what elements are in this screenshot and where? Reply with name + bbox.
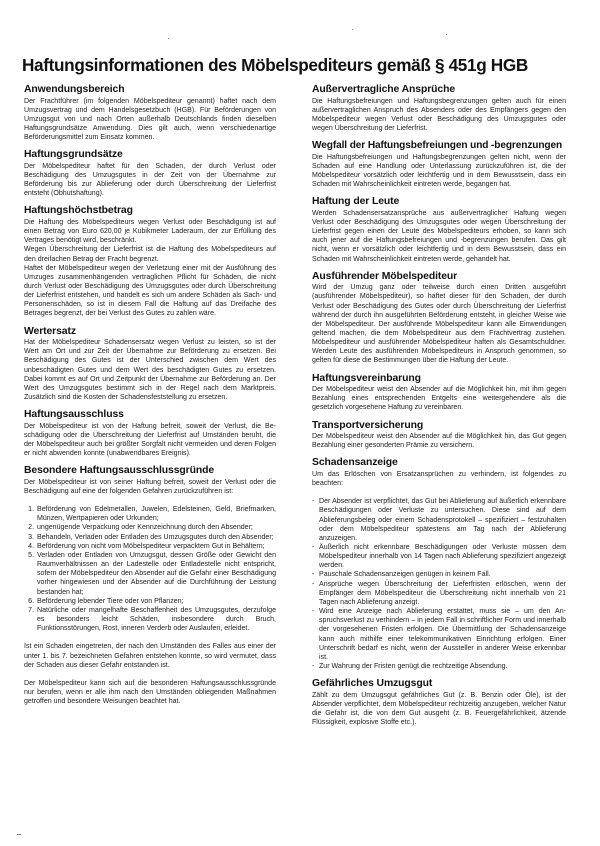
section-wegfall — [312, 140, 566, 189]
section-paragraph: Der Frachtführer (im folgenden Möbelspediteur genannt) haftet nach dem Umzugsvertrag und dem Handelsgesetzbuch (HGB). Für Beförderungen von Umzugsgut von und nach Orten außerhalb Deutschlands finden dieselben Haftungsgrundsätze Anwendung. Dies gilt auch, wenn verschiedenartige Beförderungsmittel zum Einsatz kommen. — [24, 97, 276, 142]
list-item: - Äußerlich nicht erkennbare Beschädigungen oder Verluste müssen dem Möbelspediteur innerhalb von 14 Tagen nach Ablieferung spezifiziert angezeigt werden. — [319, 543, 566, 570]
list-item: - Pauschale Schadensanzeigen genügen in keinem Fall. — [319, 570, 566, 579]
section-transportversicherung — [312, 420, 566, 451]
list-item: - Wird eine Anzeige nach Ablieferung erstattet, muss sie – um den Anspruchsverlust zu verhindern – in jedem Fall in schriftlicher Form und innerhalb der vorgesehenen Fristen erfolgen. Die Übermittlung der Schadensanzeige kann auch mithilfe einer telekommunikativen Einrichtung erfolgen. Einer Unterschrift bedarf es nicht, wenn der Aussteller in anderer Weise erkennbar ist. — [319, 607, 566, 662]
section-paragraph: Die Haftungsbefreiungen und Haftungsbegrenzungen gelten nicht, wenn der Schaden auf eine Handlung oder Unterlassung zurückzuführen ist, die der Möbelspediteur vorsätzlich oder leichtfertig und in dem Bewusstsein, dass ein Schaden mit Wahrscheinlichkeit eintreten werde, begangen hat. — [312, 153, 566, 189]
list-item: - Der Absender ist verpflichtet, das Gut bei Ablieferung auf äußerlich erkennbare Beschädigungen oder Verluste zu untersuchen. Diese sind auf dem Ablieferungsbeleg oder einem Schadensprotokell – spezifiziert – festzuhalten oder dem Möbelspediteur spätestens am Tag nach der Ablieferung anzuzeigen. — [319, 497, 566, 543]
exclusion-reasons-list — [24, 505, 276, 633]
scan-speck — [352, 29, 353, 30]
section-haftung-der-leute — [312, 196, 566, 263]
left-column — [24, 84, 276, 713]
section-besondere-haftungsausschlussgruende — [24, 465, 276, 706]
section-heading: Transportversicherung — [312, 419, 424, 431]
section-paragraph: Die Haftung des Möbelspediteurs wegen Verlust oder Beschädigung ist auf einen Betrag von Euro 620,00 je Kubikmeter Laderaum, der zur Erfüllung des Vertrages benötigt wird, beschränkt. — [24, 218, 276, 245]
list-item: 3. Behandeln, Verladen oder Entladen des Umzugsgutes durch den Absender; — [36, 533, 276, 542]
section-schadensanzeige — [312, 457, 566, 671]
section-heading: Haftungshöchstbetrag — [24, 205, 133, 217]
section-paragraph: Der Möbelspediteur haftet für den Schaden, der durch Verlust oder Beschädigung des Umzugsgutes in der Zeit von der Übernahme zur Beförderung bis zur Ablieferung oder durch Überschreitung der Lieferfrist entsteht (Obhutshaftung). — [24, 162, 276, 198]
section-paragraph: Wegen Überschreitung der Lieferfrist ist die Haftung des Möbelspediteurs auf den dreifachen Betrag der Fracht begrenzt. — [24, 246, 276, 263]
section-paragraph: Der Möbelspediteur ist von der Haftung befreit, soweit der Verlust, die Beschädigung oder die Überschreitung der Lieferfrist auf Umständen beruht, die der Möbelspediteur auch bei größter Sorgfalt nicht vermeiden und deren Folgen er nicht abwenden konnte (unabwendbares Ereignis). — [24, 422, 276, 458]
section-paragraph: Die Haftungsbefreiungen und Haftungsbegrenzungen gelten auch für einen außervertraglichen Anspruch des Absenders oder des Empfängers gegen den Möbelspediteur wegen Verlust oder Beschädigung des Umzugsgutes oder wegen Überschreitung der Lieferfrist. — [312, 97, 566, 132]
scan-speck — [168, 38, 169, 39]
list-item: 6. Beförderung lebender Tiere oder von Pflanzen; — [36, 597, 276, 606]
section-paragraph: Werden Schadensersatzansprüche aus außervertraglicher Haftung wegen Verlust oder Beschädigung des Umzugsgutes oder wegen Überschreitung der Lieferfrist gegen einen der Leute des Möbelspediteurs erhoben, so kann sich auch jener auf die Haftungsbefreiungen und -begrenzungen berufen. Das gilt nicht, wenn er vorsätzlich oder leichtfertig und in dem Bewusstsein, dass ein Schaden mit Wahrscheinlichkeit eintreten werde, gehandelt hat. — [312, 209, 566, 263]
section-heading: Wertersatz — [24, 325, 76, 337]
section-paragraph: Zählt zu dem Umzugsgut gefährliches Gut (z. B. Benzin oder Öle), ist der Absender verpflichtet, dem Möbelspediteur rechtzeitig anzugeben, welcher Natur die Gefahr ist, die von dem Gut ausgeht (z. B. Feuergefährlichkeit, ätzende Flüssigkeit, explosive Stoffe etc.). — [312, 691, 566, 727]
section-intro: Um das Erlöschen von Ersatzansprüchen zu verhindern, ist folgendes zu beachten: — [312, 470, 566, 488]
section-heading: Besondere Haftungsausschlussgründe — [24, 465, 215, 477]
right-column — [312, 84, 566, 734]
section-heading: Wegfall der Haftungsbefreiungen und -begrenzungen — [312, 140, 563, 152]
list-item: 5. Verladen oder Entladen von Umzugsgut, dessen Größe oder Gewicht den Raumverhältnissen an der Ladestelle oder Entladestelle nicht entspricht, sofern der Möbelspediteur den Absender auf die Gefahr einer Beschädigung vorher hingewiesen und der Absender auf die Durchführung der Leistung bestanden hat; — [36, 551, 276, 597]
list-item: - Ansprüche wegen Überschreitung der Lieferfristen erlöschen, wenn der Empfänger dem Möbelspediteur die Überschreitung nicht innerhalb von 21 Tagen nach Ablieferung anzeigt. — [319, 580, 566, 607]
section-paragraph: Haftet der Möbelspediteur wegen der Verletzung einer mit der Ausführung des Umzuges zusammenhängenden vertraglichen Pflicht für Schäden, die nicht durch Verlust oder Beschädigung des Umzugsgutes oder durch Überschreitung der Lieferfrist entstehen, und handelt es sich um andere Schäden als Sach- und Personenschäden, so ist in diesem Fall die Haftung auf das Dreifache des Betrages begrenzt, der bei Verlust des Gutes zu zahlen wäre. — [24, 264, 276, 318]
section-heading: Gefährliches Umzugsgut — [312, 678, 433, 690]
section-heading: Haftungsgrundsätze — [24, 149, 123, 161]
list-item: 7. Natürliche oder mangelhafte Beschaffenheit des Umzugsgutes, derzufolge es besonders leicht Schäden, insbesondere durch Bruch, Funktionsstörungen, Rost, inneren Verderb oder Auslaufen, erleidet. — [36, 606, 276, 633]
section-paragraph: Hat der Möbelspediteur Schadensersatz wegen Verlust zu leisten, so ist der Wert am Ort und zur Zeit der Übernahme zur Beförderung zu ersetzen. Bei Beschädigung des Gutes ist der Unterschied zwischen dem Wert des unbeschädigten Gutes und dem Wert des beschädigten Gutes zu ersetzen. Dabei kommt es auf Ort und Zeitpunkt der Übernahme zur Beförderung an. Der Wert des Umzugsgutes bestimmt sich in der Regel nach dem Marktpreis. Zusätzlich sind die Kosten der Schadensfeststellung zu ersetzen. — [24, 339, 276, 402]
scan-speck — [17, 834, 21, 835]
section-heading: Außervertragliche Ansprüche — [312, 84, 456, 95]
section-paragraph: Ist ein Schaden eingetreten, der nach den Umständen des Falles aus einer der unter 1. bis 7. bezeichneten Gefahren entstehen konnte, so wird vermutet, dass der Schaden aus dieser Gefahr entstanden ist. — [24, 643, 276, 669]
list-item: - Zur Wahrung der Fristen genügt die rechtzeitige Absendung. — [319, 662, 566, 671]
section-paragraph: Der Möbelspediteur kann sich auf die besonderen Haftungsausschlussgründe nur berufen, wenn er alle ihm nach den Umständen obliegenden Maßnahmen getroffen und besondere Weisungen beachtet hat. — [24, 679, 276, 706]
section-heading: Schadensanzeige — [312, 457, 398, 469]
section-heading: Ausführender Möbelspediteur — [312, 270, 458, 282]
section-heading: Anwendungsbereich — [24, 84, 125, 95]
section-haftungsgrundsaetze — [24, 149, 276, 198]
list-item: 4. Beförderung von nicht vom Möbelspediteur verpacktem Gut in Behältern; — [36, 542, 276, 551]
section-paragraph: Der Möbelspediteur weist den Absender auf die Möglichkeit hin, mit ihm gegen Bezahlung eines entsprechenden Entgelts eine weitergehendere als die gesetzlich vorgesehene Haftung zu vereinbaren. — [312, 386, 566, 412]
list-item: 1. Beförderung von Edelmetallen, Juwelen, Edelsteinen, Geld, Briefmarken, Münzen, Wertpapieren oder Urkunden; — [36, 505, 276, 523]
section-anwendungsbereich — [24, 84, 276, 142]
section-paragraph: Wird der Umzug ganz oder teilweise durch einen Dritten ausgeführt (ausführender Möbelspediteur), so haftet dieser für den Schaden, der durch Verlust oder Beschädigung des Gutes oder durch Überschreitung der Lieferfrist während der durch ihn ausgeführten Beförderung entsteht, in gleicher Weise wie der Möbelspediteur. Der ausführende Möbelspediteur kann alle Einwendungen geltend machen, die dem Möbelspediteur aus dem Frachtvertrag zustehen. Möbelspediteur und ausführender Möbelspediteur haften als Gesamtschuldner. Werden Leute des ausführenden Möbelspediteurs in Anspruch genommen, so gelten für diese die Bestimmungen über die Haftung der Leute. — [312, 284, 566, 365]
section-paragraph: Der Möbelspediteur weist den Absender auf die Möglichkeit hin, das Gut gegen Bezahlung einer gesonderten Prämie zu versichern. — [312, 433, 566, 450]
scan-speck — [446, 34, 447, 35]
list-item: 2. ungenügende Verpackung oder Kennzeichnung durch den Absender; — [36, 523, 276, 532]
section-haftungsvereinbarung — [312, 373, 566, 413]
section-ausservertragliche-ansprueche — [312, 84, 566, 133]
section-gefaehrliches-umzugsgut — [312, 678, 566, 727]
section-heading: Haftungsvereinbarung — [312, 372, 421, 384]
section-wertersatz — [24, 326, 276, 403]
section-heading: Haftungsausschluss — [24, 409, 124, 421]
section-haftungshoechstbetrag — [24, 205, 276, 318]
section-heading: Haftung der Leute — [312, 196, 400, 208]
section-ausfuehrender-moebelspediteur — [312, 271, 566, 366]
page-title: Haftungsinformationen des Möbelspediteurs gemäß § 451g HGB — [22, 54, 528, 75]
section-intro: Der Möbelspediteur ist von seiner Haftung befreit, soweit der Verlust oder die Beschädigung auf eine der folgenden Gefahren zurückzuführen ist: — [24, 478, 276, 495]
section-haftungsausschluss — [24, 409, 276, 458]
damage-notice-list — [312, 497, 566, 671]
